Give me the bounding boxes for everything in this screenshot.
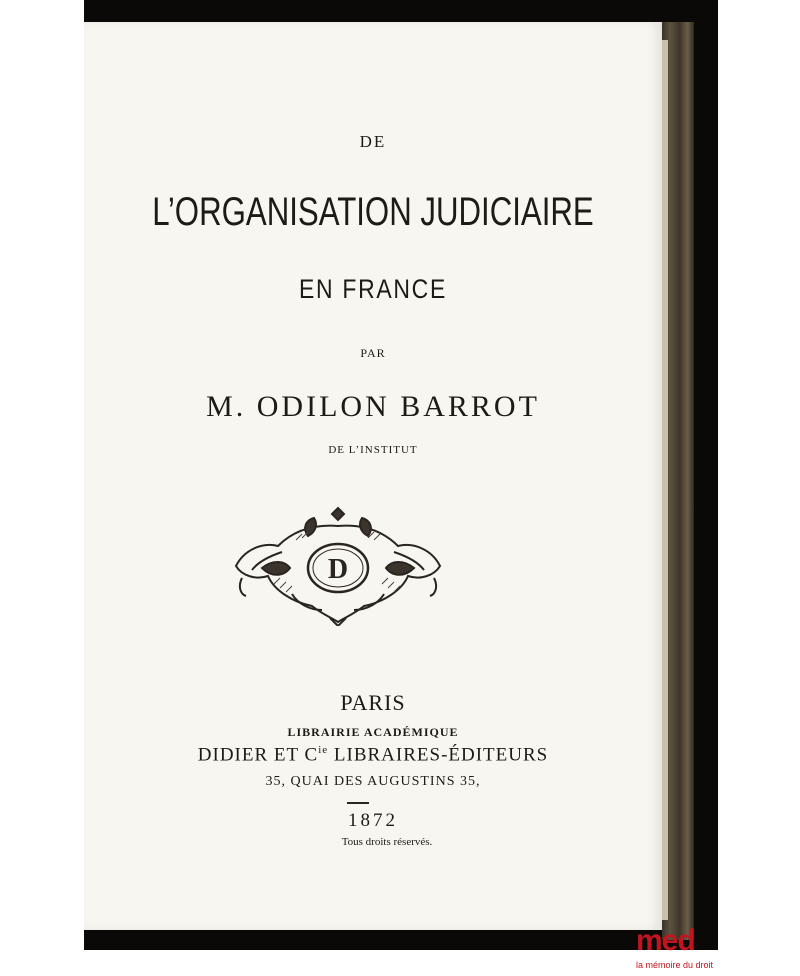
publication-city: PARIS [340, 690, 406, 715]
title-page [84, 22, 662, 930]
publisher-ornament-icon [222, 506, 454, 626]
title-prefix: DE [359, 132, 387, 151]
publishing-house: LIBRAIRIE ACADÉMIQUE [287, 725, 459, 739]
book-subtitle: EN FRANCE [299, 274, 447, 304]
watermark-mark: med [636, 924, 695, 957]
author-name: M. ODILON BARROT [206, 390, 540, 423]
watermark-tagline: la mémoire du droit [636, 960, 714, 970]
by-line: PAR [360, 346, 386, 360]
publisher-address: 35, QUAI DES AUGUSTINS 35, [265, 774, 481, 789]
ornament-monogram: D [327, 554, 349, 585]
publication-year: 1872 [348, 810, 398, 831]
publisher-name: DIDIER ET $C^{ie}$ LIBRAIRES-ÉDITEURS [197, 744, 549, 766]
book-title: L’ORGANISATION JUDICIAIRE [152, 190, 594, 234]
watermark-logo [628, 924, 738, 976]
author-affiliation: DE L’INSTITUT [328, 444, 418, 456]
divider-rule [347, 802, 369, 804]
rights-notice: Tous droits réservés. [341, 836, 433, 848]
